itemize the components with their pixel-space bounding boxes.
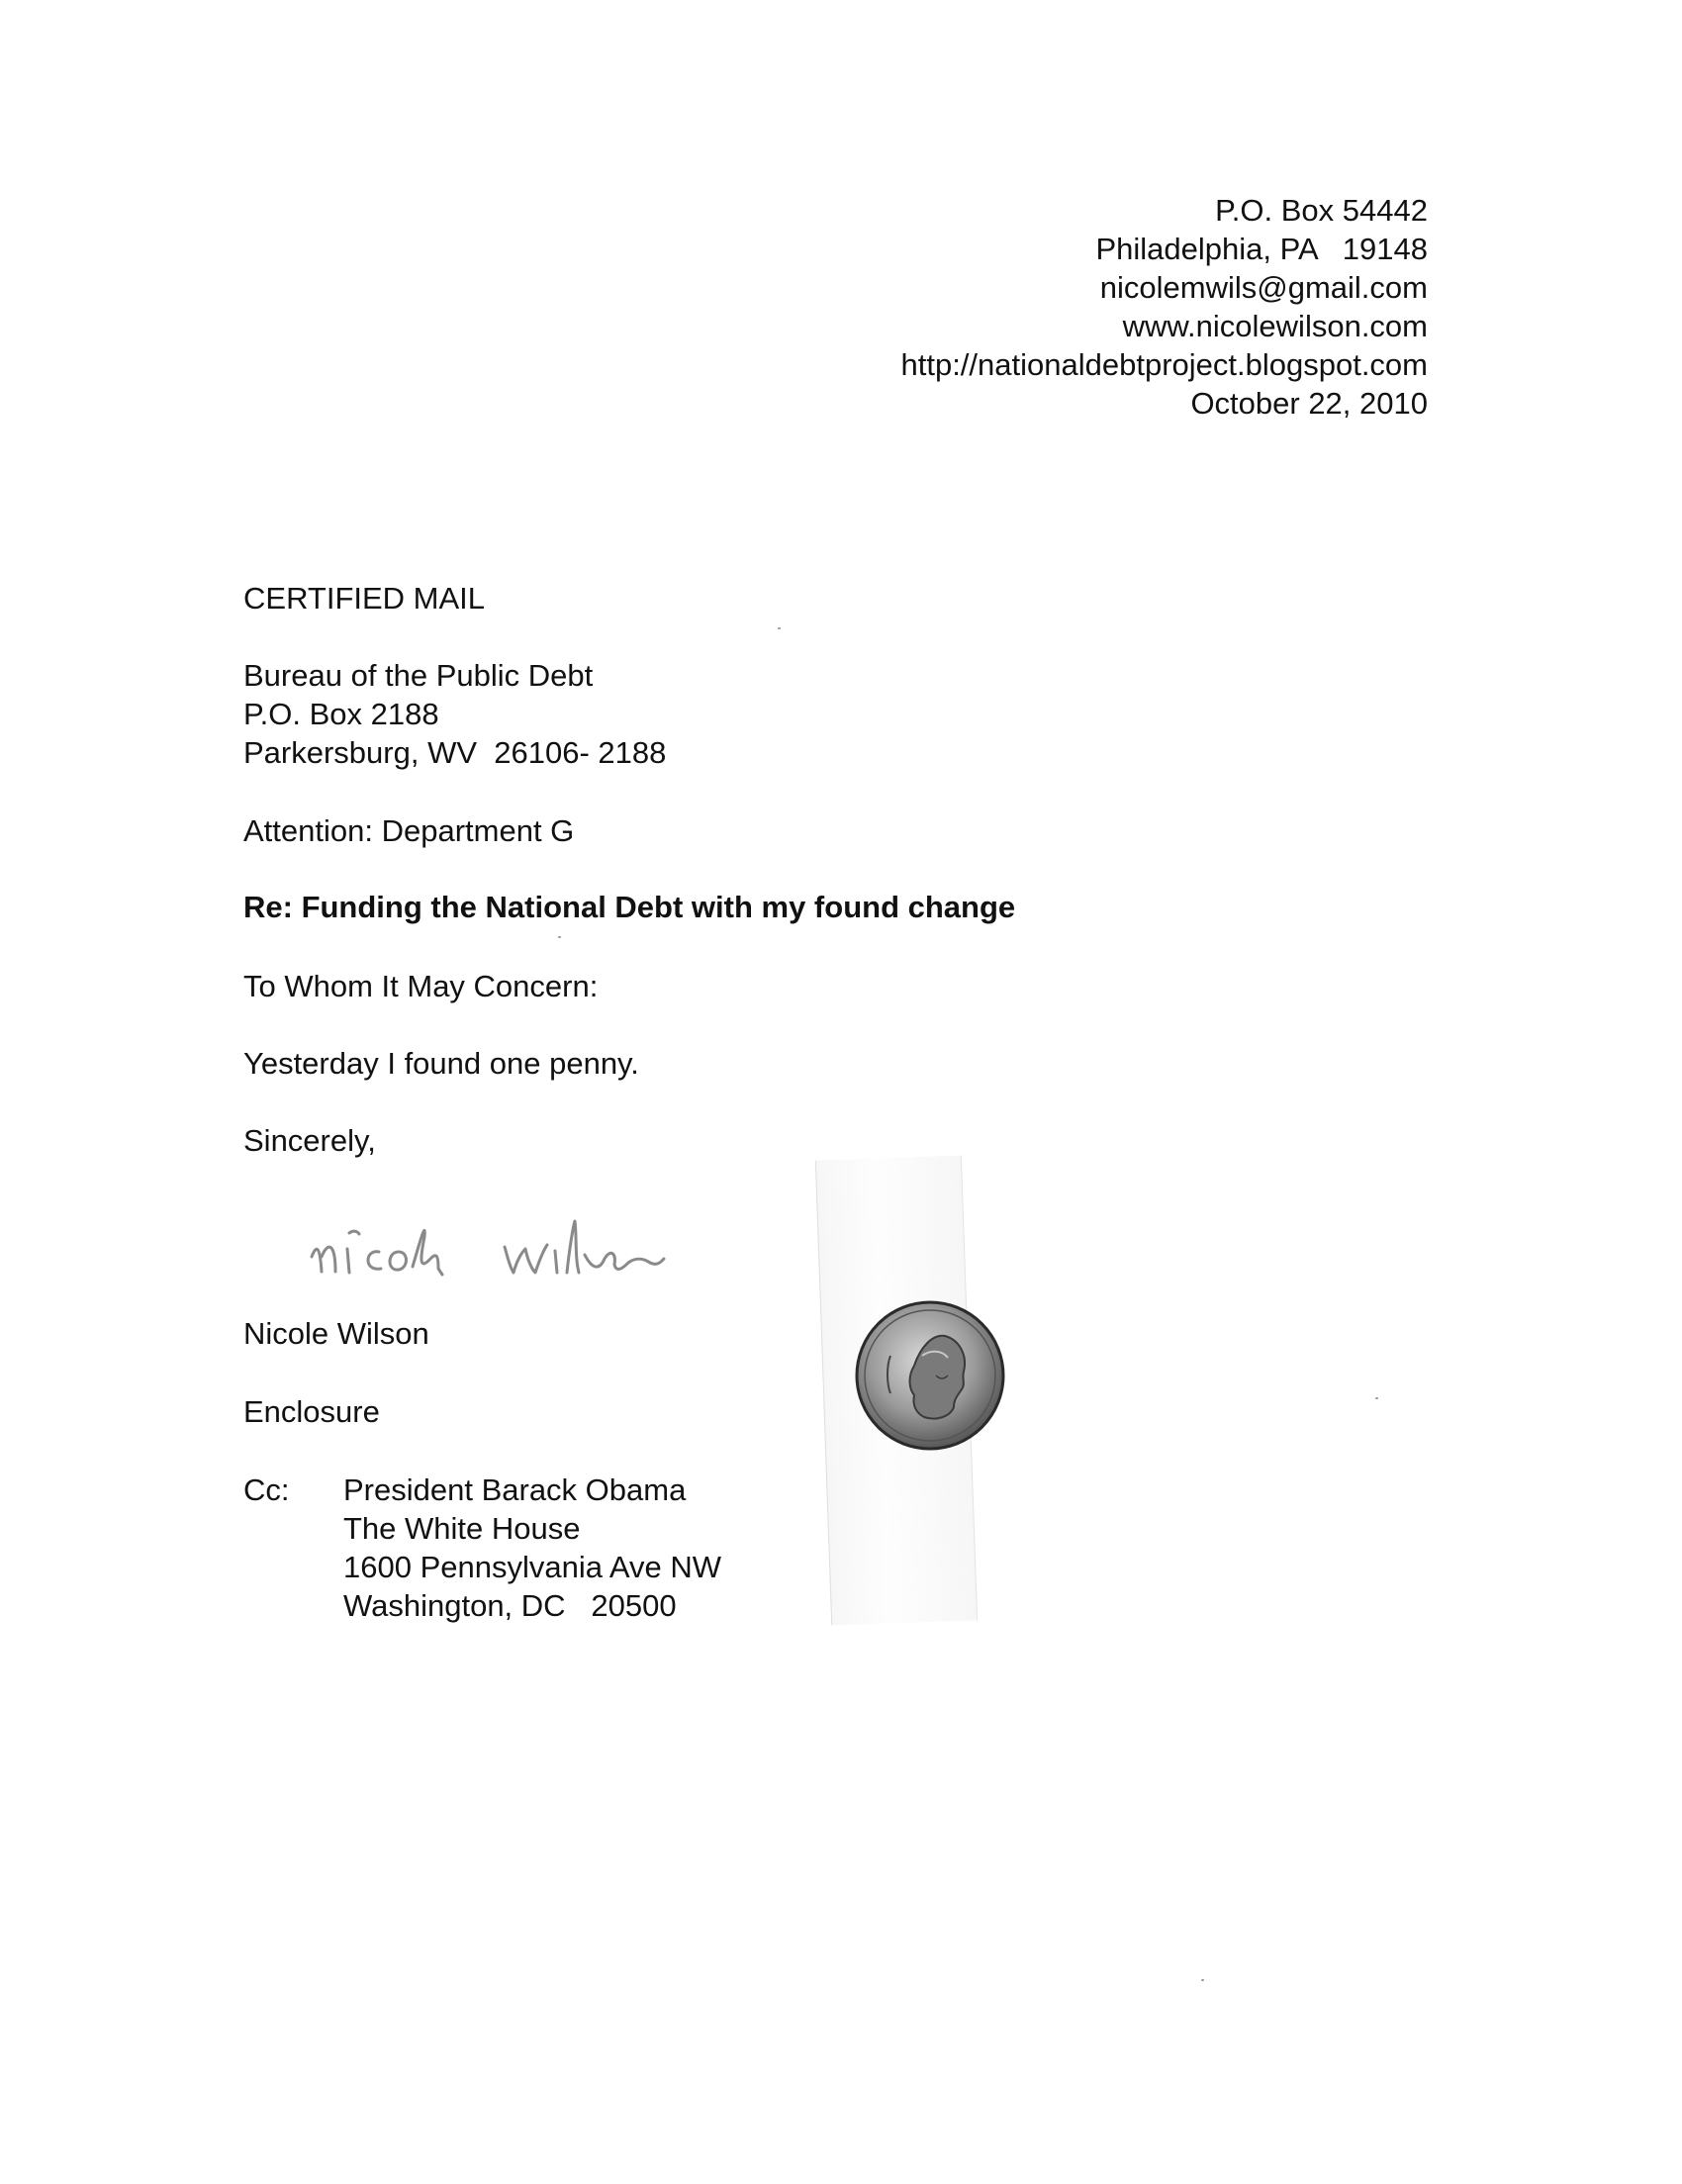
- recipient-name: Bureau of the Public Debt: [243, 658, 594, 693]
- letter-body: Yesterday I found one penny.: [243, 1046, 639, 1081]
- recipient-address-block: [243, 656, 666, 772]
- scan-speck: [778, 627, 781, 629]
- penny-coin-image: [851, 1296, 1009, 1455]
- enclosure-notation: Enclosure: [243, 1394, 380, 1429]
- cc-address-line2: 1600 Pennsylvania Ave NW: [343, 1550, 721, 1584]
- closing: Sincerely,: [243, 1123, 376, 1158]
- cc-label: Cc:: [243, 1472, 290, 1507]
- cc-address-block: [343, 1471, 721, 1625]
- sender-website: www.nicolewilson.com: [1122, 309, 1428, 343]
- cc-name: President Barack Obama: [343, 1472, 687, 1507]
- salutation: To Whom It May Concern:: [243, 969, 599, 1003]
- sender-city-state-zip: Philadelphia, PA 19148: [1095, 232, 1428, 266]
- subject-line: Re: Funding the National Debt with my found change: [243, 890, 1016, 924]
- sender-address-block: [900, 191, 1428, 423]
- letter-date: October 22, 2010: [1190, 386, 1428, 421]
- scan-speck: [1375, 1397, 1378, 1399]
- sender-email: nicolemwils@gmail.com: [1099, 270, 1428, 305]
- recipient-po-box: P.O. Box 2188: [243, 697, 439, 731]
- cc-address-line1: The White House: [343, 1511, 581, 1546]
- sender-blog-url: http://nationaldebtproject.blogspot.com: [900, 347, 1428, 382]
- cc-address-line3: Washington, DC 20500: [343, 1588, 677, 1623]
- sender-po-box: P.O. Box 54442: [1215, 193, 1428, 228]
- signer-name: Nicole Wilson: [243, 1316, 429, 1351]
- recipient-city-state-zip: Parkersburg, WV 26106- 2188: [243, 735, 667, 770]
- delivery-method: CERTIFIED MAIL: [243, 581, 486, 616]
- attention-line: Attention: Department G: [243, 813, 575, 848]
- scan-speck: [1201, 1979, 1204, 1981]
- handwritten-signature: [302, 1197, 737, 1306]
- scan-speck: [558, 936, 561, 938]
